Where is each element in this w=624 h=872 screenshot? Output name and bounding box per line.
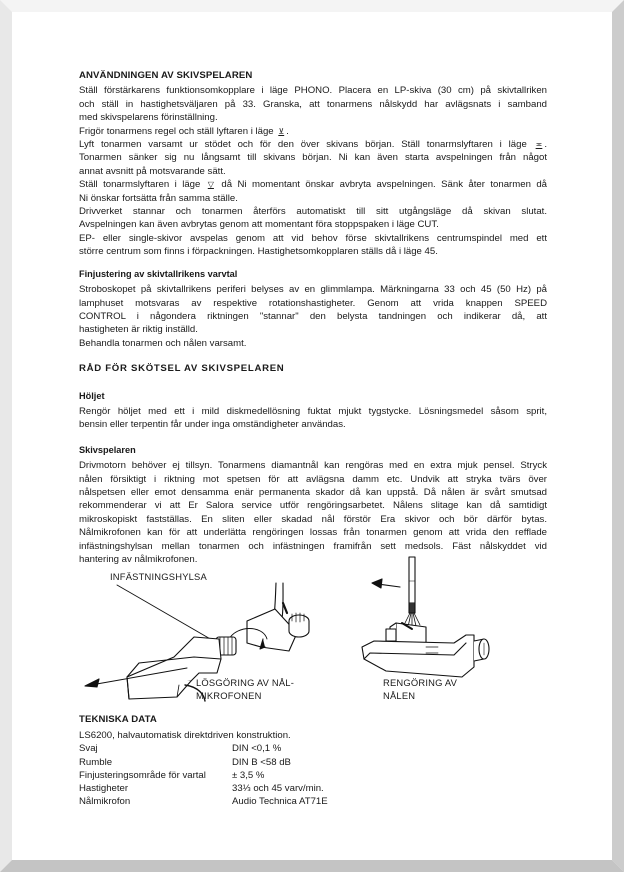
text-line: och ställ in hastighetsväljaren på 33. Granska, att tonarmens nålskydd har avlägsnats i samband [79, 98, 547, 110]
tech-row [79, 782, 479, 795]
text-line: Rengör höljet med ett i mild diskmedellösning fuktat mjukt tygstycke. Lösningsmedel såsom sprit, [79, 405, 547, 417]
text-line: CONTROL i någondera riktningen "stannar" den belysta tandningen och indikerar då, att [79, 310, 547, 322]
text-line: Drivmotorn behöver ej tillsyn. Tonarmens diamantnål kan rengöras med en extra mjuk pensel. Stryck [79, 460, 547, 472]
page-frame-left [0, 0, 12, 872]
pause-symbol-icon: ▽ [207, 180, 214, 190]
usage-paragraph-1 [79, 84, 547, 258]
text-fragment: Ställ tonarmslyftaren i läge [79, 179, 201, 191]
text-line: Avspelningen kan även avbrytas genom att momentant föra stoppspaken i läge CUT. [79, 219, 439, 231]
text-line: Ni önskar fortsätta från samma ställe. [79, 192, 238, 204]
tech-value: 33⅓ och 45 varv/min. [232, 783, 324, 795]
player-paragraph [79, 459, 547, 566]
section-heading-usage: ANVÄNDNINGEN AV SKIVSPELAREN [79, 70, 253, 81]
text-line: hastigheten är riktig inställd. [79, 324, 198, 336]
text-line: infästningshylsan mellan tonarmen och infästningen framifrån sett medsols. Fäst nålskyddet vid [79, 540, 547, 552]
page-frame-right [612, 0, 624, 872]
text-line: bensin eller terpentin får under inga omständigheter användas. [79, 419, 346, 431]
tech-row [79, 769, 479, 782]
tech-value: DIN B <58 dB [232, 756, 291, 768]
tech-intro: LS6200, halvautomatisk direktdriven konstruktion. [79, 730, 291, 742]
subheading-cover: Höljet [79, 390, 105, 401]
headshell-removal-illustration [79, 577, 339, 687]
page-frame-bottom [0, 860, 624, 872]
text-line: större centrum som finns i förpackningen. Hastighetsomkopplaren ställs då i läge 45. [79, 246, 438, 258]
text-line: mikroskopiskt fastställas. En sliten eller skadad nål förstör Era skivor och bör därför bytas. [79, 513, 547, 525]
caption-line: RENGÖRING AV [383, 677, 458, 688]
tech-value: ± 3,5 % [232, 769, 265, 781]
tech-key: Nålmikrofon [79, 796, 131, 808]
tech-key: Rumble [79, 756, 113, 768]
caption-right [383, 676, 457, 702]
page-frame-top [0, 0, 624, 12]
tech-key: Svaj [79, 743, 98, 755]
caption-line: MIKROFONEN [196, 690, 262, 701]
text-line: Tonarmen sänker sig nu långsamt till skivans början. Ni kan även starta avspelningen från något [79, 152, 547, 164]
text-line: EP- eller single-skivor avspelas genom att vid behov förse skivtallrikens centrumspindel med ett [79, 232, 547, 244]
tech-row [79, 742, 479, 755]
text-line: nålen försiktigt i riktning mot spetsen för att avlägsna damm etc. Undvik att stryka tvärs över [79, 473, 547, 485]
text-fragment: . [286, 125, 289, 137]
text-line: hantering av nålmikrofonen. [79, 554, 198, 565]
lift-down-symbol-icon: ≖ [535, 140, 543, 150]
tech-value: Audio Technica AT71E [232, 796, 328, 808]
section-heading-tech: TEKNISKA DATA [79, 714, 157, 725]
text-line: Behandla tonarmen och nålen varsamt. [79, 337, 247, 349]
text-line: Drivverket stannar och tonarmen återförs automatiskt till sitt utgångsläge då skivan slutat. [79, 206, 547, 218]
text-line: med skivspelarens förinställning. [79, 112, 218, 124]
stylus-cleaning-illustration [334, 555, 494, 665]
tech-key: Hastigheter [79, 783, 129, 795]
text-line: annat avsnitt på motsvarande sätt. [79, 165, 226, 177]
subheading-finetune: Finjustering av skivtallrikens varvtal [79, 268, 238, 279]
text-fragment: Frigör tonarmens regel och ställ lyftaren i läge [79, 125, 274, 137]
tech-table [79, 742, 479, 808]
caption-line: LÖSGÖRING AV NÅL- [196, 677, 295, 688]
lift-line: Lyft tonarmen varsamt ur stödet och för den över skivans början. Ställ tonarmslyftaren i läge ≖ . [79, 139, 547, 151]
text-fragment: Lyft tonarmen varsamt ur stödet och för den över skivans början. Ställ tonarmslyftaren i läge [79, 139, 527, 151]
document-body [79, 69, 547, 566]
pause-line [79, 178, 547, 191]
tech-row [79, 756, 479, 769]
caption-line: NÅLEN [383, 690, 416, 701]
lift-up-symbol-icon: ⊻ [278, 126, 285, 136]
tech-data-section [79, 713, 479, 808]
callout-infastningshylsa: INFÄSTNINGSHYLSA [110, 571, 207, 582]
text-line: Stroboskopet på skivtallrikens periferi belyses av en glimmlampa. Märkningarna 33 och 45 (50 Hz) på [79, 284, 547, 296]
caption-left [196, 676, 294, 702]
tech-value: DIN <0,1 % [232, 743, 282, 755]
text-line: Nålmikrofonen kan för att underlätta rengöringen lossas från tonarmen genom att vrida den refflade [79, 527, 547, 539]
tech-row [79, 795, 479, 808]
subheading-player: Skivspelaren [79, 444, 136, 455]
text-fragment: då Ni momentant önskar avbryta avspelningen. Sänk åter tonarmen då [221, 179, 548, 191]
text-line: nålspetsen eller emot densamma enär permanenta skador då kan uppstå. Då nålen är svårt smutsad [79, 486, 547, 498]
cover-paragraph [79, 405, 547, 432]
text-line: rekommenderar vi att Er Salora service utför rengöringsarbetet. Nålens slitage kan då samtidigt [79, 500, 547, 512]
text-line: Ställ förstärkarens funktionsomkopplare i läge PHONO. Placera en LP-skiva (30 cm) på skivtallriken [79, 85, 547, 97]
release-line [79, 125, 547, 138]
tech-key: Finjusteringsområde för vartal [79, 769, 206, 781]
illustrations [79, 565, 549, 710]
section-heading-care: RÅD FÖR SKÖTSEL AV SKIVSPELAREN [79, 363, 285, 375]
text-line: lamphuset motsvaras av respektive rotationshastigheter. Genom att vrida knappen SPEED [79, 297, 547, 309]
finetune-paragraph [79, 283, 547, 350]
